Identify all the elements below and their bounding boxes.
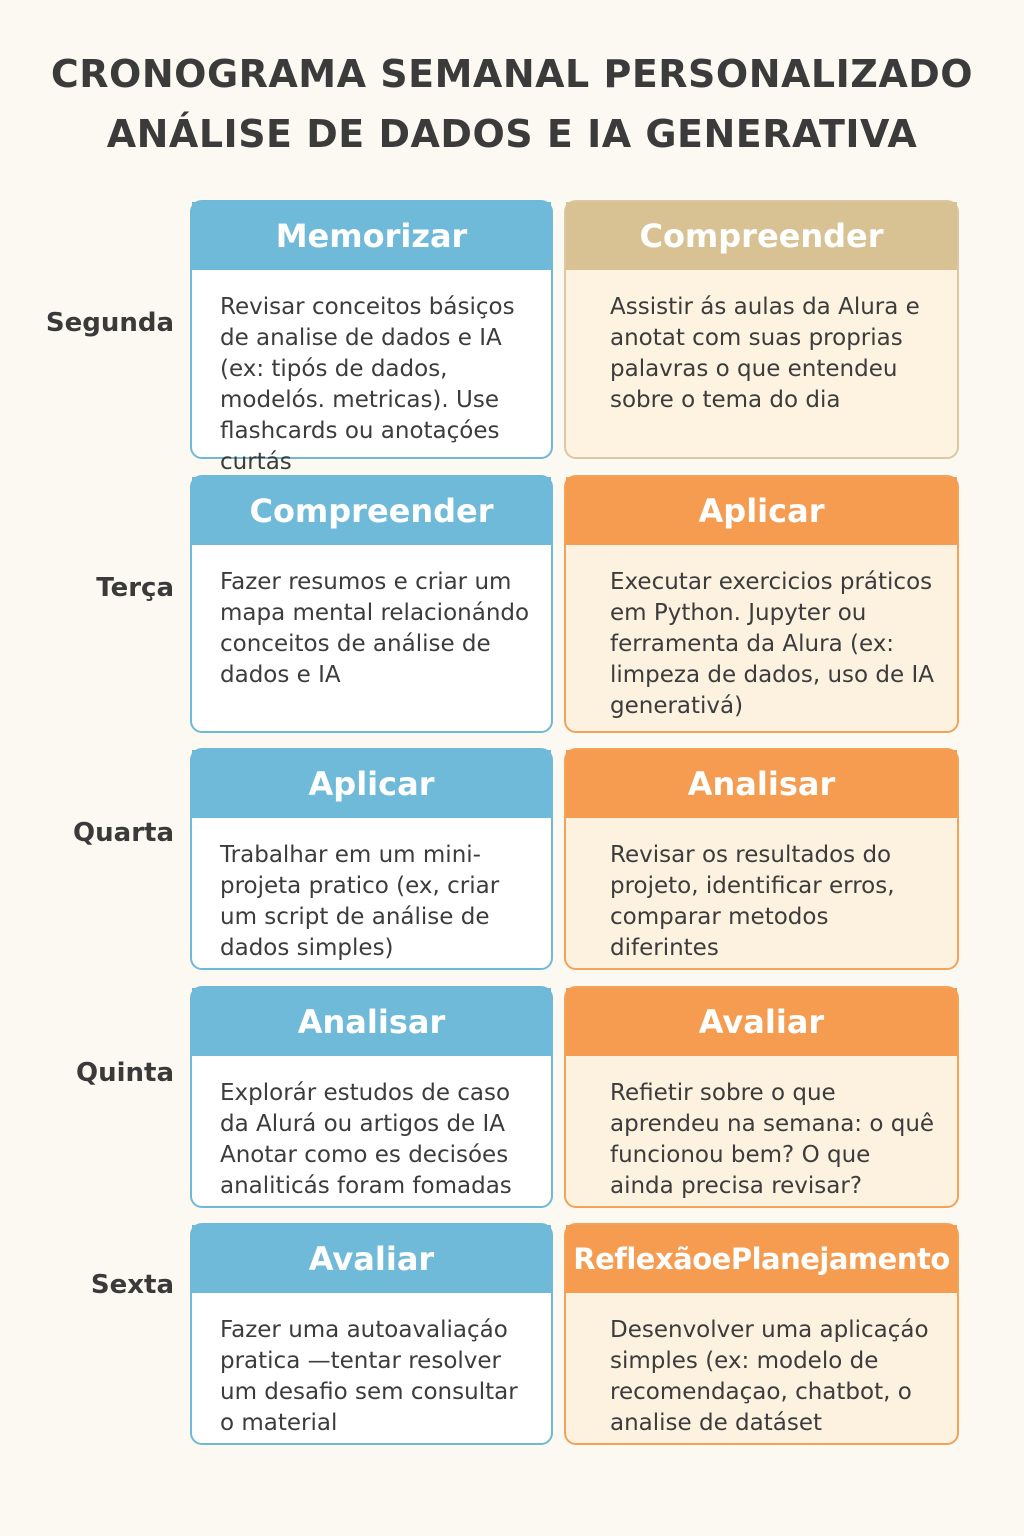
card-text: Revisar conceitos básiços de analise de dados e IA (ex: tipós de dados, modelós. metricas). Use flashcards ou anotaçóes curtás [220,294,515,475]
card-heading: Analisar [566,750,957,818]
card-segunda-compreender [564,200,959,459]
card-heading: Compreender [566,202,957,270]
card-heading: Avaliar [566,988,957,1056]
card-quarta-analisar [564,748,959,970]
card-heading: ReflexãoePlanejamento [566,1225,957,1293]
page-title: CRONOGRAMA SEMANAL PERSONALIZADO [50,52,974,96]
card-text: Assistir ás aulas da Alura e anotat com suas proprias palavras o que entendeu sobre o tema do dia [610,294,920,413]
card-sexta-avaliar [190,1223,553,1445]
day-label-quinta: Quinta [75,1058,174,1088]
card-quinta-analisar [190,986,553,1208]
card-quinta-avaliar [564,986,959,1208]
day-label-quarta: Quarta [73,818,174,848]
card-terca-compreender [190,475,553,733]
card-terca-aplicar [564,475,959,733]
card-text: Revisar os resultados do projeto, identificar erros, comparar metodos diferintes [610,842,895,961]
day-label-terca: Terça [96,573,174,603]
card-text: Desenvolver uma aplicaçáo simples (ex: modelo de recomendaçao, chatbot, o analise de datáset [610,1317,929,1436]
card-text: Fazer uma autoavaliaçáo pratica —tentar resolver um desafio sem consultar o material [220,1317,518,1436]
card-heading: Aplicar [192,750,551,818]
card-text: Explorár estudos de caso da Alurá ou artigos de IA Anotar como es decisóes analiticás foram fomadas [220,1080,512,1199]
page-subtitle: ANÁLISE DE DADOS E IA GENERATIVA [106,112,918,156]
card-heading: Memorizar [192,202,551,270]
day-label-segunda: Segunda [45,308,174,338]
card-text: Executar exercicios práticos em Python. Jupyter ou ferramenta da Alura (ex: limpeza de dados, uso de IA generativá) [610,569,934,719]
card-text: Trabalhar em um mini-projeta pratico (ex, criar um script de análise de dados simples) [220,842,500,961]
card-segunda-memorizar [190,200,553,475]
card-quarta-aplicar [190,748,553,970]
card-text: Refietir sobre o que aprendeu na semana: o quê funcionou bem? O que ainda precisa revisar? [610,1080,935,1199]
card-heading: Compreender [192,477,551,545]
card-text: Fazer resumos e criar um mapa mental relacionándo conceitos de análise de dados e IA [220,569,530,688]
card-heading: Avaliar [192,1225,551,1293]
card-heading: Aplicar [566,477,957,545]
card-sexta-reflexao [564,1223,959,1445]
day-label-sexta: Sexta [90,1270,174,1300]
card-heading: Analisar [192,988,551,1056]
